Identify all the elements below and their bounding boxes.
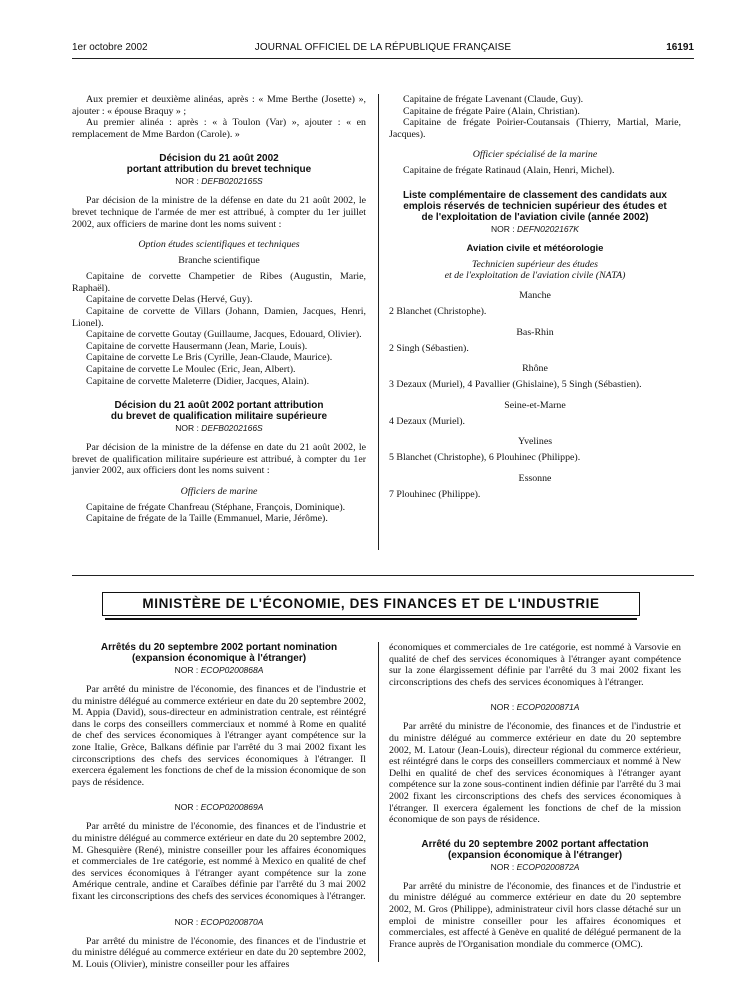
left-column-bottom	[72, 642, 366, 970]
arrete-paragraph-3: Par arrêté du ministre de l'économie, des finances et de l'industrie et du ministre délégué au commerce extérieur en date du 20 septembre 2002, M. Louis (Olivier), ministre conseiller pour les affaires	[72, 935, 366, 970]
department-entries: 2 Singh (Sébastien).	[389, 342, 469, 354]
page-header	[72, 42, 694, 58]
arrete-affectation-title-line-1: Arrêté du 20 septembre 2002 portant affectation	[421, 838, 649, 850]
nor-5	[389, 862, 681, 872]
officer-list-item: Capitaine de frégate Chanfreau (Stéphane, François, Dominique).	[86, 501, 346, 513]
officer-list-item: Capitaine de corvette Champetier de Ribes (Augustin, Marie, Raphaël).	[72, 271, 366, 294]
nor-code: ECOP0200870A	[200, 916, 264, 927]
nor-prefix: NOR :	[490, 702, 515, 713]
officer-list-item: Capitaine de corvette de Villars (Johann, Damien, Jacques, Henri, Lionel).	[72, 305, 366, 329]
section-heading: Aviation civile et météorologie	[466, 242, 604, 254]
officer-list-item: Capitaine de frégate Poirier-Coutansais (Thierry, Martial, Marie, Jacques).	[389, 117, 681, 140]
decision-2-officer-list	[72, 502, 366, 525]
decision-1-officer-list	[72, 271, 366, 387]
decision-2-nor	[72, 423, 366, 433]
decision-2-body: Par décision de la ministre de la défense en date du 21 août 2002, le brevet de qualification militaire supérieure est attribué, à compter du 1er janvier 2002, aux officiers dont les noms suivent :	[72, 442, 366, 477]
liste-title-line-2: emplois réservés de technicien supérieur des études et	[403, 200, 667, 212]
department-list	[389, 281, 681, 501]
right-column-top	[389, 94, 681, 501]
nor-4	[389, 702, 681, 712]
nor-2	[72, 802, 366, 812]
officer-list-item: Capitaine de corvette Maleterre (Didier, Jacques, Alain).	[86, 375, 310, 387]
department-heading: Rhône	[522, 363, 548, 375]
department-heading: Yvelines	[517, 436, 553, 448]
officer-list-item: Capitaine de frégate Lavenant (Claude, Guy).	[403, 94, 584, 105]
nor-prefix: NOR :	[490, 861, 515, 872]
officer-list-item: Capitaine de corvette Le Bris (Cyrille, Jean-Claude, Maurice).	[86, 352, 333, 364]
nor-prefix: NOR :	[174, 916, 199, 927]
officer-specialise-entry: Capitaine de frégate Ratinaud (Alain, Henri, Michel).	[403, 165, 615, 177]
officer-list-item: Capitaine de corvette Hausermann (Jean, Marie, Louis).	[86, 340, 308, 352]
arrete-paragraph-3-continued: économiques et commerciales de 1re catégorie, est nommé à Varsovie en qualité de chef des services économiques à l'étranger ayant compétence sur la zone élargissement définie par l'arrêté du 3 mai 2002 fixant les circonscriptions des chefs des services économiques à l'étranger.	[389, 642, 681, 688]
officer-list-item: Capitaine de corvette Goutay (Guillaume, Jacques, Edouard, Olivier).	[86, 329, 362, 341]
decision-2-title-line-1: Décision du 21 août 2002 portant attribution	[114, 400, 324, 412]
subsection-line-2: et de l'exploitation de l'aviation civile (NATA)	[444, 269, 626, 281]
decision-1-title-line-1: Décision du 21 août 2002	[159, 153, 279, 165]
officer-list-item: Capitaine de corvette Le Moulec (Eric, Jean, Albert).	[86, 363, 296, 375]
arrete-paragraph-2: Par arrêté du ministre de l'économie, des finances et de l'industrie et du ministre délégué au commerce extérieur en date du 20 septembre 2002, M. Ghesquière (René), ministre conseiller pour les affaires économiques et commerciales de 1re catégorie, est nommé à Mexico en qualité de chef des services économiques à l'étranger ayant compétence sur la zone Amérique centrale, andine et Caraïbes définie par l'arrêté du 3 mai 2002 fixant les circonscriptions des chefs des services économiques à l'étranger.	[72, 821, 366, 902]
nor-code: ECOP0200871A	[516, 702, 580, 713]
officer-specialise-heading: Officier spécialisé de la marine	[472, 149, 598, 161]
intro-paragraph-2: Au premier alinéa : après : « à Toulon (Var) », ajouter : « en remplacement de Mme Bardon (Carole). »	[72, 117, 366, 140]
nor-prefix: NOR :	[491, 223, 515, 234]
nor-prefix: NOR :	[175, 423, 199, 434]
header-rule	[72, 58, 694, 59]
nor-code: ECOP0200868A	[200, 665, 264, 675]
nor-prefix: NOR :	[174, 802, 199, 813]
arrete-paragraph-4: Par arrêté du ministre de l'économie, des finances et de l'industrie et du ministre délégué au commerce extérieur en date du 20 septembre 2002, M. Latour (Jean-Louis), directeur régional du commerce extérieur, est réintégré dans le corps des conseillers commerciaux et nommé à New Delhi en qualité de chef des services économiques à l'étranger ayant compétence sur la zone sous-continent indien définie par l'arrêté du 3 mai 2002 fixant les circonscriptions des chefs des services économiques à l'étranger. Il exercera également les fonctions de chef de la mission économique de son pays de résidence.	[389, 721, 681, 826]
decision-1-branch: Branche scientifique	[178, 255, 260, 267]
column-divider-top	[378, 94, 379, 550]
nor-prefix: NOR :	[174, 665, 199, 675]
header-journal-title: JOURNAL OFFICIEL DE LA RÉPUBLIQUE FRANÇAISE	[254, 42, 512, 53]
section-rule	[72, 575, 694, 576]
nor-code: ECOP0200869A	[200, 802, 264, 813]
department-heading: Essonne	[518, 472, 552, 484]
decision-1-title-line-2: portant attribution du brevet technique	[126, 164, 312, 176]
subsection-line-1: Technicien supérieur des études	[471, 258, 599, 270]
decision-2-title-line-2: du brevet de qualification militaire supérieure	[110, 411, 328, 423]
officer-list-item: Capitaine de corvette Delas (Hervé, Guy).	[86, 294, 253, 306]
department-heading: Manche	[519, 289, 551, 301]
nor-code: DEFB0202165S	[201, 176, 263, 187]
department-entries: 3 Dezaux (Muriel), 4 Pavallier (Ghislaine), 5 Singh (Sébastien).	[389, 379, 642, 391]
arrete-affectation-title-line-2: (expansion économique à l'étranger)	[447, 849, 623, 861]
department-entries: 4 Dezaux (Muriel).	[389, 415, 465, 427]
header-page-number: 16191	[666, 42, 694, 53]
liste-nor	[389, 224, 681, 234]
decision-2-subheading: Officiers de marine	[180, 485, 258, 497]
liste-title-line-3: de l'exploitation de l'aviation civile (année 2002)	[421, 211, 649, 223]
arretes-title-line-1: Arrêtés du 20 septembre 2002 portant nomination	[100, 642, 338, 653]
column-divider-bottom	[378, 642, 379, 962]
arretes-title-line-2: (expansion économique à l'étranger)	[131, 653, 307, 664]
arrete-paragraph-5: Par arrêté du ministre de l'économie, des finances et de l'industrie et du ministre délégué au commerce extérieur en date du 20 septembre 2002, M. Gros (Philippe), administrateur civil hors classe détaché sur un emploi de ministre conseiller pour les affaires économiques et commerciales, est affecté à Genève en qualité de délégué permanent de la France auprès de l'Organisation mondiale du commerce (OMC).	[389, 880, 681, 950]
decision-1-nor	[72, 176, 366, 186]
decision-1-option: Option études scientifiques et techniques	[138, 239, 300, 251]
intro-paragraph-1: Aux premier et deuxième alinéas, après : « Mme Berthe (Josette) », ajouter : « épouse Braquy » ;	[72, 94, 366, 117]
nor-3	[72, 917, 366, 927]
officer-list-item: Capitaine de frégate de la Taille (Emmanuel, Marie, Jérôme).	[86, 513, 328, 525]
left-column-top	[72, 94, 366, 525]
ministry-banner: MINISTÈRE DE L'ÉCONOMIE, DES FINANCES ET DE L'INDUSTRIE	[102, 592, 640, 616]
header-date: 1er octobre 2002	[72, 42, 148, 53]
liste-title-line-1: Liste complémentaire de classement des candidats aux	[403, 189, 667, 201]
officer-list-item: Capitaine de frégate Paire (Alain, Christian).	[403, 105, 580, 117]
department-entries: 5 Blanchet (Christophe), 6 Plouhinec (Philippe).	[389, 452, 581, 464]
department-heading: Bas-Rhin	[516, 326, 554, 338]
nor-1	[72, 665, 366, 675]
right-column-bottom	[389, 642, 681, 950]
continued-officer-list	[389, 94, 681, 140]
arrete-paragraph-1: Par arrêté du ministre de l'économie, des finances et de l'industrie et du ministre délégué au commerce extérieur en date du 20 septembre 2002, M. Appia (David), sous-directeur en administration centrale, est réintégré dans le corps des conseillers commerciaux et nommé à Rome en qualité de chef des services économiques à l'étranger ayant compétence sur la zone Italie, Grèce, Balkans définie par l'arrêté du 3 mai 2002 fixant les circonscriptions des chefs des services économiques à l'étranger. Il exercera également les fonctions de chef de la mission économique de son pays de résidence.	[72, 684, 366, 788]
nor-code: DEFN0202167K	[517, 223, 579, 234]
department-entries: 7 Plouhinec (Philippe).	[389, 488, 481, 500]
nor-code: DEFB0202166S	[201, 423, 263, 434]
department-heading: Seine-et-Marne	[504, 399, 566, 411]
department-entries: 2 Blanchet (Christophe).	[389, 305, 487, 317]
nor-prefix: NOR :	[175, 176, 199, 187]
decision-1-body: Par décision de la ministre de la défense en date du 21 août 2002, le brevet technique de l'armée de mer est attribué, à compter du 1er juillet 2002, aux officiers de marine dont les noms suivent :	[72, 195, 366, 230]
nor-code: ECOP0200872A	[516, 861, 580, 872]
